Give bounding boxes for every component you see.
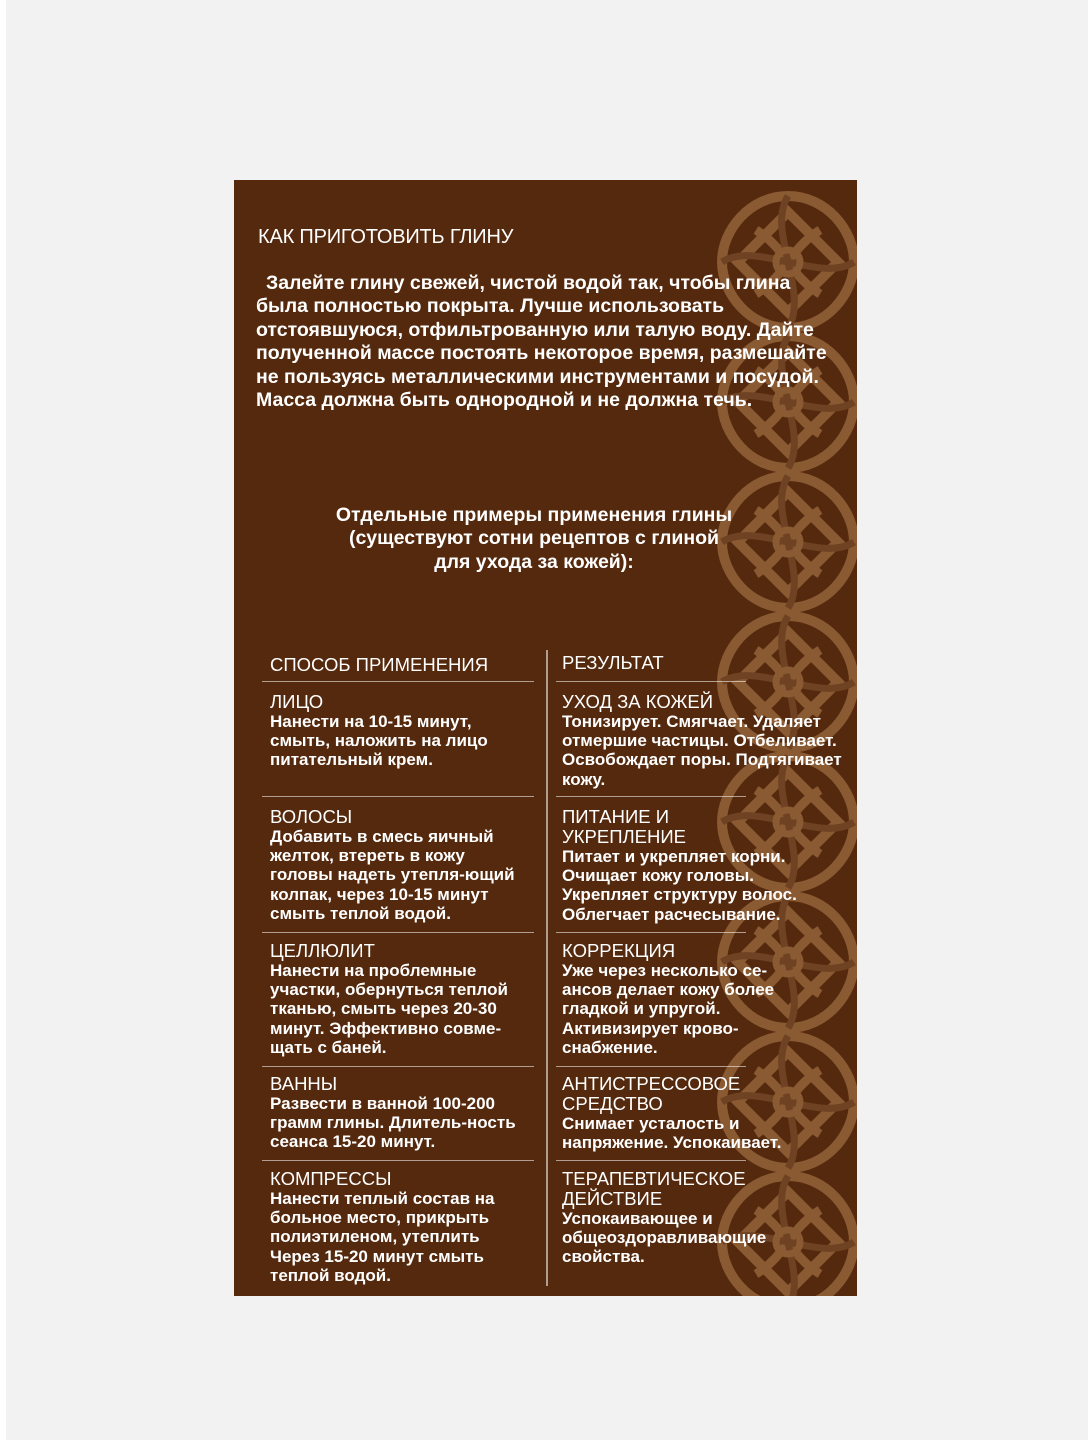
row-separator xyxy=(556,1066,746,1067)
method-title: КОМПРЕССЫ xyxy=(270,1168,392,1189)
examples-intro-line: (существуют сотни рецептов с глиной xyxy=(348,527,720,550)
method-cell xyxy=(270,692,540,770)
result-text: Тонизирует. Смягчает. Удаляет отмершие частицы. Отбеливает. Освобождает поры. Подтягивает кожу. xyxy=(562,712,842,789)
result-text: Питает и укрепляет корни. Очищает кожу головы. Укрепляет структуру волос. Облегчает расчесывание. xyxy=(562,847,797,924)
row-separator xyxy=(262,932,534,933)
section-title: КАК ПРИГОТОВИТЬ ГЛИНУ xyxy=(258,226,514,248)
method-title: ЛИЦО xyxy=(270,691,324,712)
result-text: Успокаивающее и общеоздоравливающие свойства. xyxy=(562,1209,767,1267)
result-title: АНТИСТРЕССОВОЕ СРЕДСТВО xyxy=(562,1073,741,1114)
row-separator xyxy=(556,1160,746,1161)
product-info-card xyxy=(234,180,857,1296)
examples-intro-line: Отдельные примеры применения глины xyxy=(335,504,733,526)
row-separator xyxy=(556,932,746,933)
method-text: Развести в ванной 100-200 грамм глины. Длитель-ность сеанса 15-20 минут. xyxy=(270,1094,516,1152)
result-title: ТЕРАПЕВТИЧЕСКОЕ ДЕЙСТВИЕ xyxy=(562,1168,746,1209)
method-title: ЦЕЛЛЮЛИТ xyxy=(270,940,375,961)
row-separator xyxy=(262,796,534,797)
result-text: Уже через несколько се-ансов делает кожу более гладкой и упругой. Активизирует крово-снабжение. xyxy=(562,961,775,1057)
method-cell xyxy=(270,807,540,923)
result-cell xyxy=(562,941,842,1057)
result-cell xyxy=(562,1074,842,1152)
result-title: ПИТАНИЕ И УКРЕПЛЕНИЕ xyxy=(562,806,686,847)
header-separator xyxy=(262,681,534,682)
method-text: Добавить в смесь яичный желток, втереть в кожу головы надеть утепля-ющий колпак, через 10-15 минут смыть теплой водой. xyxy=(270,827,515,923)
method-title: ВАННЫ xyxy=(270,1073,338,1094)
method-text: Нанести на проблемные участки, обернуться теплой тканью, смыть через 20-30 минут. Эффективно совме-щать с баней. xyxy=(270,961,508,1057)
examples-intro-line: для ухода за кожей): xyxy=(434,550,634,573)
row-separator xyxy=(262,1160,534,1161)
column-divider xyxy=(546,650,548,1286)
method-title: ВОЛОСЫ xyxy=(270,806,353,827)
header-separator xyxy=(556,681,746,682)
method-text: Нанести на 10-15 минут, смыть, наложить на лицо питательный крем. xyxy=(270,712,488,770)
method-text: Нанести теплый состав на больное место, прикрыть полиэтиленом, утеплить Через 15-20 минут смыть теплой водой. xyxy=(270,1189,495,1285)
row-separator xyxy=(556,796,746,797)
method-cell xyxy=(270,1074,540,1152)
header-method: СПОСОБ ПРИМЕНЕНИЯ xyxy=(270,654,489,675)
result-cell xyxy=(562,1169,842,1267)
result-text: Снимает усталость и напряжение. Успокаивает. xyxy=(562,1114,782,1153)
result-cell xyxy=(562,692,842,789)
instructions-paragraph: Залейте глину свежей, чистой водой так, чтобы глина была полностью покрыта. Лучше использовать отстоявшуюся, отфильтрованную или талую воду. Дайте полученной массе постоять некоторое время, размешайте не пользуясь металлическими инструментами и посудой. Масса должна быть однородной и не должна течь. xyxy=(256,272,827,412)
header-result: РЕЗУЛЬТАТ xyxy=(562,652,664,673)
result-title: КОРРЕКЦИЯ xyxy=(562,940,676,961)
row-separator xyxy=(262,1066,534,1067)
method-cell xyxy=(270,941,540,1057)
method-cell xyxy=(270,1169,540,1285)
result-cell xyxy=(562,807,842,924)
examples-intro xyxy=(304,504,764,574)
result-title: УХОД ЗА КОЖЕЙ xyxy=(562,691,714,712)
